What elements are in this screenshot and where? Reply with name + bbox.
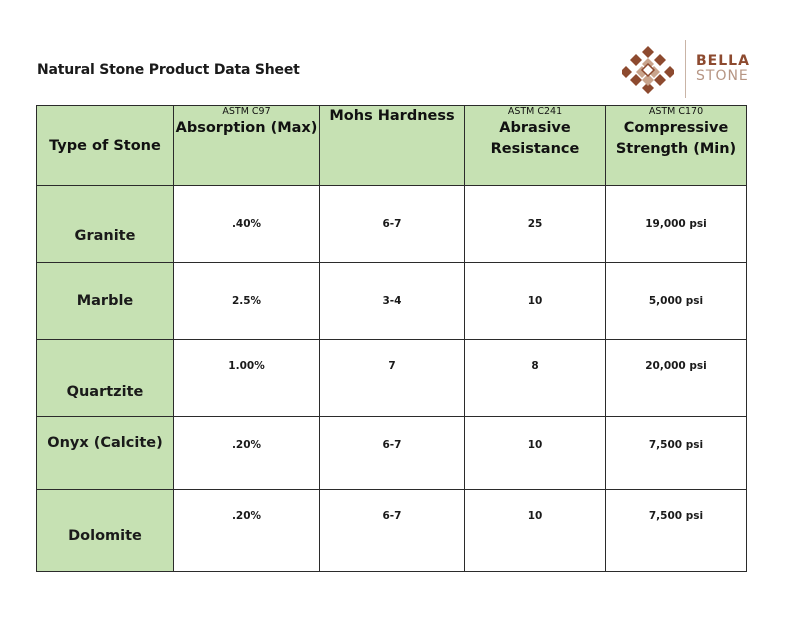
page-title: Natural Stone Product Data Sheet [37,62,300,78]
table-row [37,490,747,572]
strength-value: 5,000 psi [606,263,747,340]
hardness-value: 6-7 [320,417,465,490]
header-type-of-stone: Type of Stone [37,106,174,186]
hardness-value: 6-7 [320,186,465,263]
header-row [37,106,747,186]
hardness-value: 7 [320,340,465,417]
table-row [37,340,747,417]
logo-divider [685,40,686,98]
strength-value: 7,500 psi [606,417,747,490]
header-abrasive-standard: ASTM C241 [507,106,563,117]
stone-name: Granite [37,186,174,263]
header-compressive-standard: ASTM C170 [648,106,704,117]
strength-value: 7,500 psi [606,490,747,572]
abrasion-value: 25 [465,186,606,263]
header-compressive-strength [606,106,747,186]
logo-line-1: BELLA [696,53,750,69]
header-absorption-standard: ASTM C97 [222,106,271,117]
header-compressive-label: Compressive Strength (Min) [615,120,737,157]
absorption-value: 1.00% [174,340,320,417]
header-absorption-label: Absorption (Max) [175,120,318,136]
stone-name: Onyx (Calcite) [37,417,174,490]
absorption-value: .20% [174,417,320,490]
strength-value: 20,000 psi [606,340,747,417]
logo-line-2: STONE [696,68,749,84]
strength-value: 19,000 psi [606,186,747,263]
stone-name: Dolomite [37,490,174,572]
abrasion-value: 10 [465,263,606,340]
table-row [37,417,747,490]
bella-stone-logo [622,40,762,98]
absorption-value: .20% [174,490,320,572]
header-mohs-label: Mohs Hardness [329,108,455,124]
table-row [37,186,747,263]
diamond-pattern-icon [622,44,674,94]
absorption-value: 2.5% [174,263,320,340]
stone-name: Marble [37,263,174,340]
abrasion-value: 10 [465,490,606,572]
hardness-value: 3-4 [320,263,465,340]
hardness-value: 6-7 [320,490,465,572]
stone-name: Quartzite [37,340,174,417]
header-abrasive-resistance [465,106,606,186]
logo-wordmark [696,54,750,84]
stone-data-table [36,105,747,572]
abrasion-value: 10 [465,417,606,490]
table-row [37,263,747,340]
header-mohs-hardness [320,106,465,186]
abrasion-value: 8 [465,340,606,417]
absorption-value: .40% [174,186,320,263]
header-absorption [174,106,320,186]
header-abrasive-label: Abrasive Resistance [490,120,580,157]
